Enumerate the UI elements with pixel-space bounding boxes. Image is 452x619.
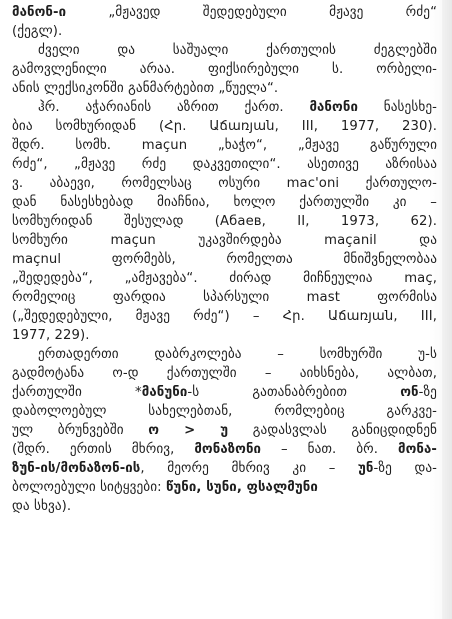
text-line [12, 288, 437, 307]
text-run: ანის ლექსიკონში განმარტებით „წუელა“. [12, 81, 279, 96]
text-run: დან ნასესხებად მიაჩნია, ხოლო ქართულში კი – [12, 195, 437, 210]
text-run: „მჟავედ შედედებული მჟავე რძე“ [66, 5, 437, 20]
text-line [12, 364, 437, 383]
text-line [12, 60, 437, 79]
bold-term: მანონ-ი [12, 5, 67, 20]
bold-term: ონ [400, 385, 419, 400]
bold-term: ზუნ-ის/მონაზონ-ის [12, 461, 141, 476]
text-line [12, 117, 437, 136]
text-run: maçnul ფორმებს, რომელთა მნიშვნელობაა [12, 252, 437, 267]
text-line [12, 193, 437, 212]
text-line [12, 155, 437, 174]
text-line [12, 250, 437, 269]
text-run: რომელიც ფარდია სპარსული mast ფორმისა [12, 290, 437, 305]
text-line [12, 3, 437, 22]
text-line [12, 212, 437, 231]
dictionary-entry-text [12, 3, 437, 516]
text-line [12, 459, 437, 478]
text-run: გადასვლას განიცდიდნენ [228, 423, 437, 438]
text-line [12, 478, 437, 497]
text-line [12, 231, 437, 250]
text-run: დაბოლოებულ სახელებთან, რომლებიც გარკვე- [12, 404, 437, 419]
page-edge [442, 0, 452, 619]
text-line [12, 497, 437, 516]
text-run: -ს გათანაბრებით [187, 385, 401, 400]
text-run: ვ. აბაევი, რომელსაც ოსური mac'oni ქართულო- [12, 176, 437, 191]
bold-term: მანონი [309, 100, 358, 115]
text-run: გადმოტანა ო-დ ქართულში – აიხსნება, ალბათ, [12, 366, 437, 381]
text-line [12, 326, 437, 345]
text-line [12, 345, 437, 364]
text-run: რძე“, „მჟავე რძე დაკვეთილი“. ასეთივე აზრისაა [12, 157, 437, 172]
bold-term: მონაზონი [194, 442, 262, 457]
text-line [12, 307, 437, 326]
text-line [12, 269, 437, 288]
text-run: სომხურიდან შესულად (Абаев, II, 1973, 62). [12, 214, 437, 229]
bold-term: უნ [358, 461, 374, 476]
text-line [12, 136, 437, 155]
text-run: -ზე და- [373, 461, 437, 476]
text-line [12, 421, 437, 440]
text-run: „შედედება“, „ამჟავება“. ძირად მიჩნეულია maç, [12, 271, 437, 286]
text-run: – ნათ. ბრ. [261, 442, 398, 457]
bold-term: მანუნი [141, 385, 188, 400]
text-run: სომხური maçun უკავშირდება maçanil და [12, 233, 437, 248]
text-run: ქართულში * [12, 385, 142, 400]
text-run: შდრ. სომხ. maçun „ხაჭო“, „მჟავე გაწურული [12, 138, 437, 153]
bold-term: ო > უ [148, 423, 229, 438]
text-run: (შდრ. ერთის მხრივ, [12, 442, 195, 457]
text-line [12, 41, 437, 60]
text-line [12, 440, 437, 459]
text-run: ნასესხე- [358, 100, 437, 115]
text-line [12, 402, 437, 421]
bold-term: წუნი, სუნი, ფსალმუნი [165, 480, 318, 495]
text-line [12, 79, 437, 98]
text-line [12, 383, 437, 402]
text-run: გამოვლენილი არაა. ფიქსირებული ს. ორბელი- [12, 62, 437, 77]
text-run: (ქეგლ). [12, 24, 63, 39]
text-run: 1977, 229). [12, 328, 90, 343]
text-run: და სხვა). [12, 499, 72, 514]
text-run: -ზე [418, 385, 437, 400]
text-run: („შედედებული, მჟავე რძე“) – Հր. Աճառյան, III, [12, 309, 437, 324]
text-run: ბია სომხურიდან (Հր. Աճառյան, III, 1977, 230). [12, 119, 437, 134]
text-run: ჰრ. აჭარიანის აზრით ქართ. [38, 100, 310, 115]
text-run: ულ ბრუნვებში [12, 423, 149, 438]
bold-term: მონა- [397, 442, 437, 457]
text-line [12, 98, 437, 117]
text-line [12, 22, 437, 41]
text-run: , მეორე მხრივ კი – [140, 461, 359, 476]
text-run: ერთადერთი დაბრკოლება – სომხურში უ-ს [38, 347, 437, 362]
text-run: ძველი და საშუალი ქართულის ძეგლებში [38, 43, 437, 58]
text-run: ბოლოებული სიტყვები: [12, 480, 166, 495]
text-line [12, 174, 437, 193]
